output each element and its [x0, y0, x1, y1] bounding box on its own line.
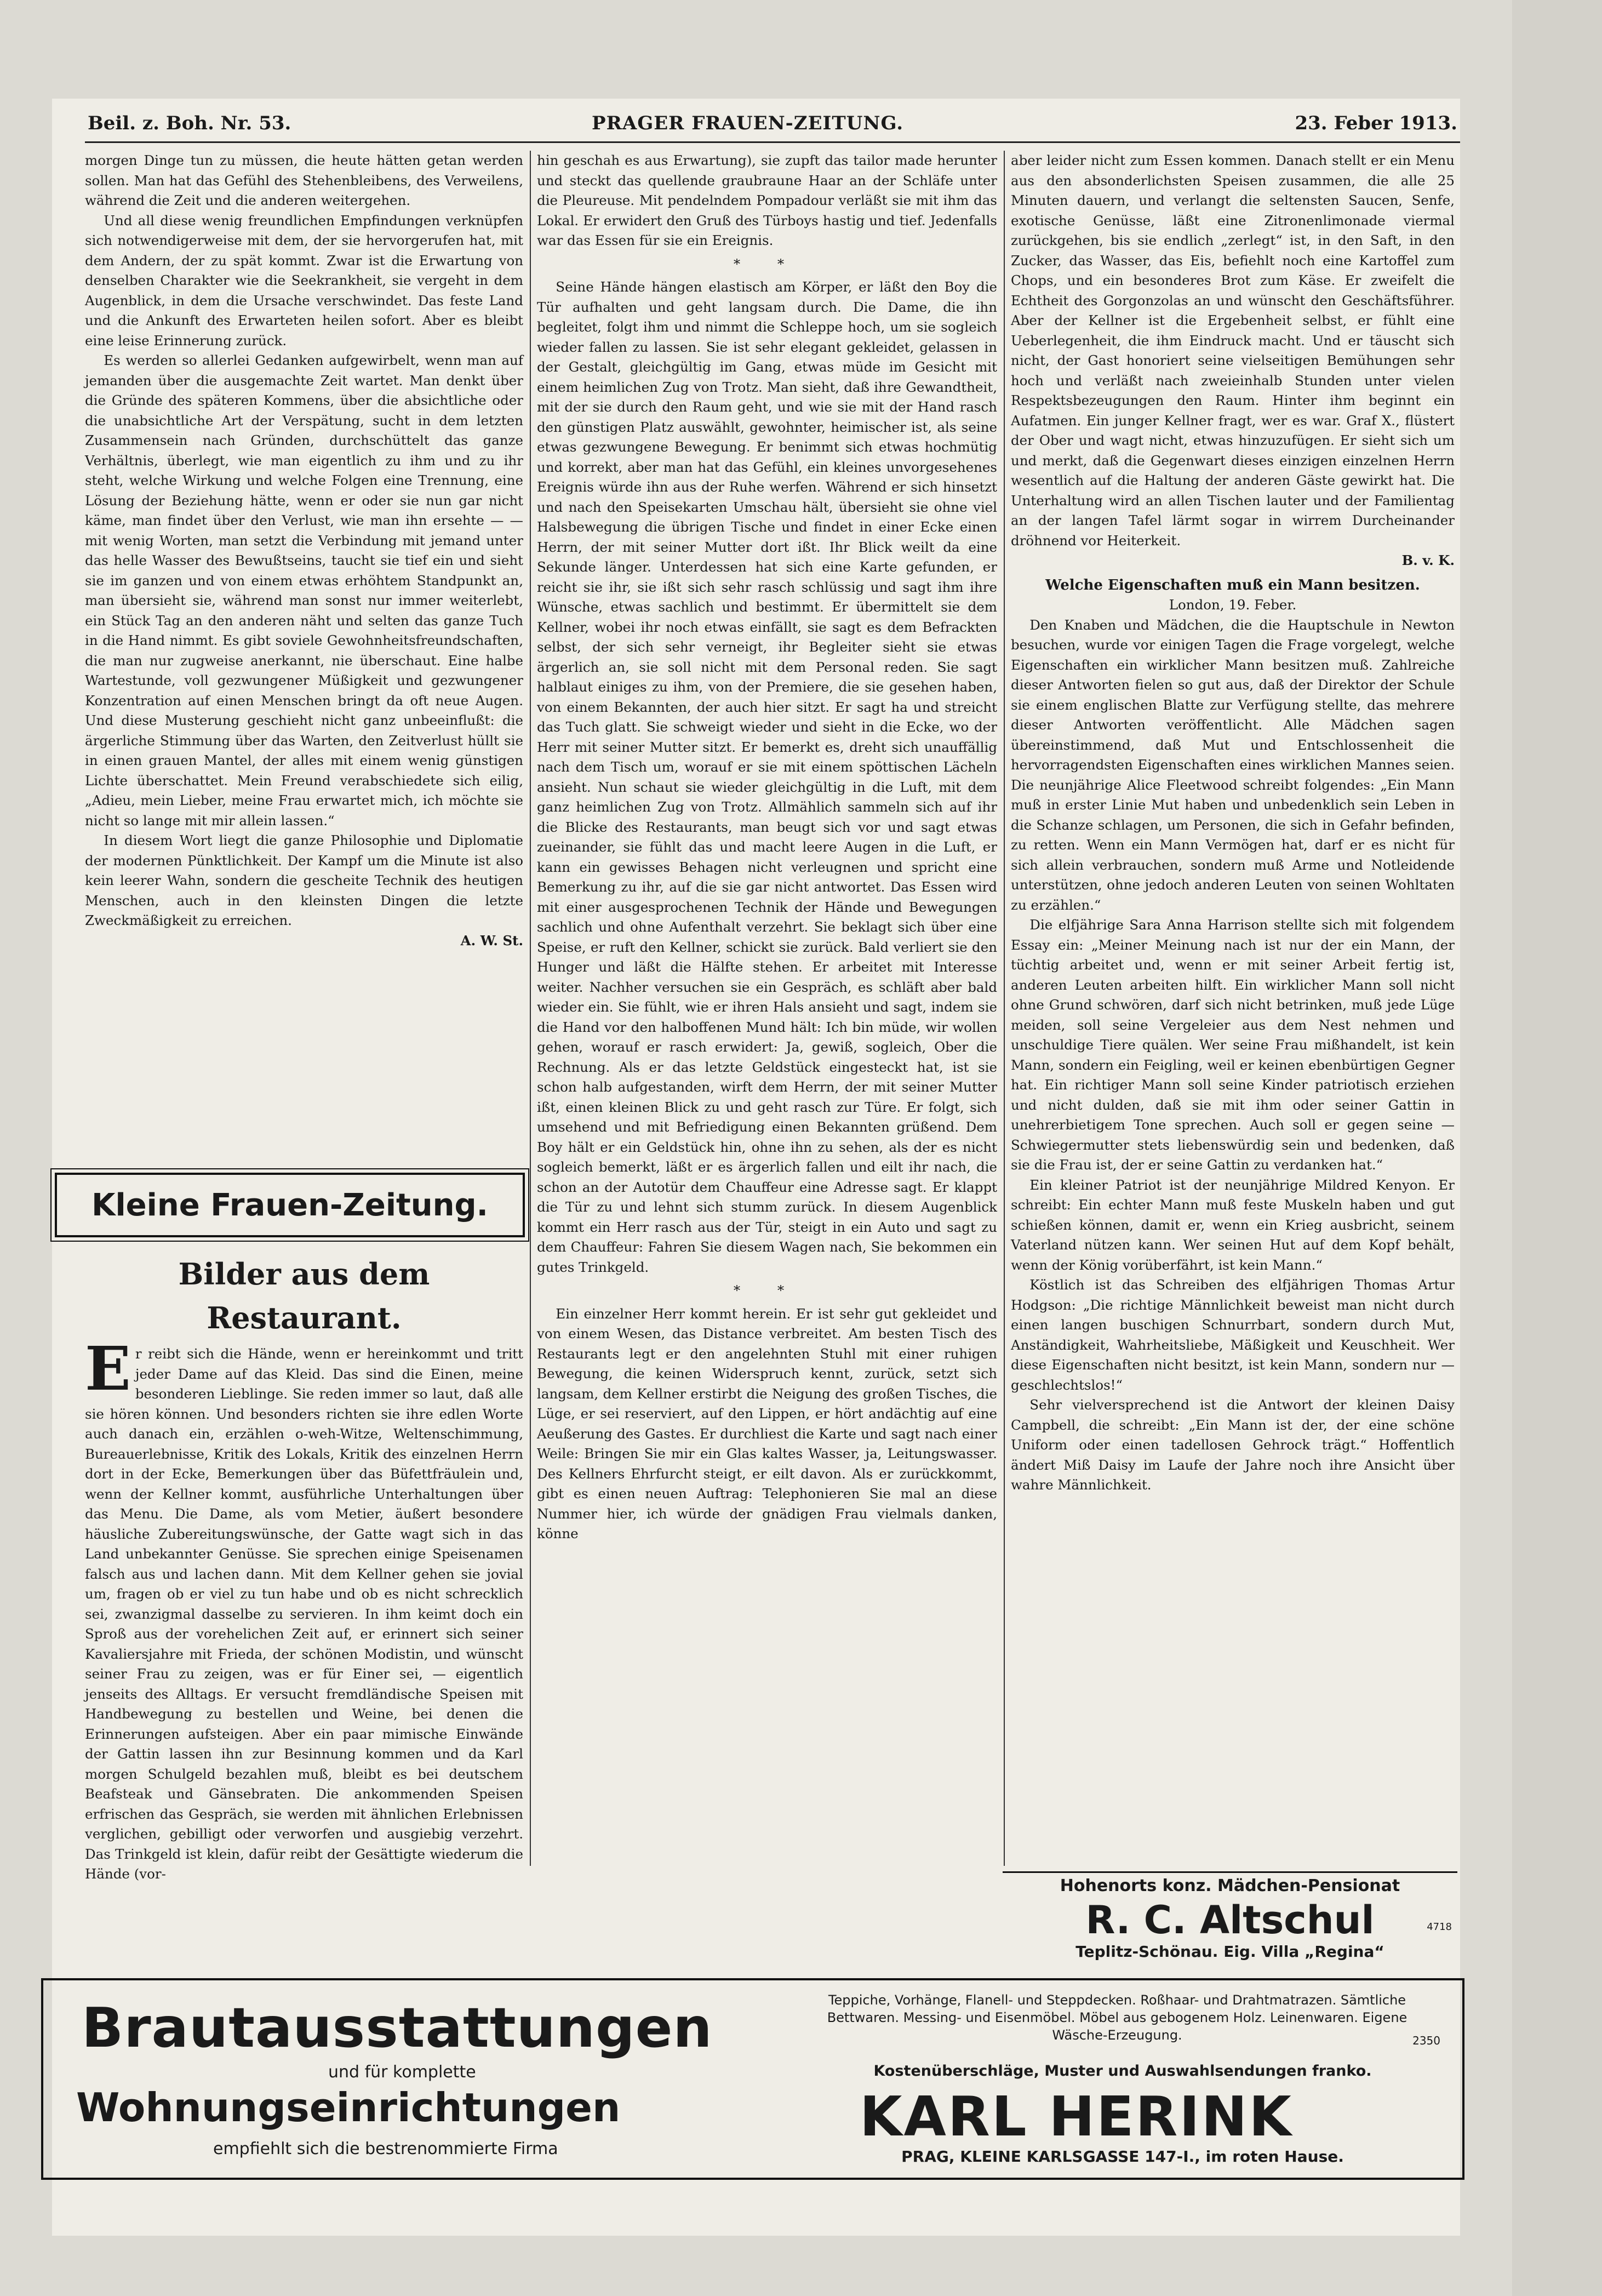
header-masthead: PRAGER FRAUEN-ZEITUNG.: [592, 112, 904, 134]
article-paragraph: morgen Dinge tun zu müssen, die heute hätten getan werden sollen. Man hat das Gefühl des Stehenbleibens, des Verweilens, während die Zeit und die anderen weitergehen.: [85, 152, 523, 208]
ad-address: PRAG, KLEINE KARLSGASSE 147-I., im roten Hause.: [901, 2147, 1344, 2166]
article-paragraph: hin geschah es aus Erwartung), sie zupft das tailor made herunter und steckt das quellende graubraune Haar an der Schläfe unter die Pleureuse. Mit pendelndem Pompadour verläßt sie mit ihm das Lokal. Er erwidert den Gruß des Türboys hastig und tief. Jedenfalls war das Essen für sie ein Ereignis.: [537, 152, 997, 248]
section-divider-stars: * *: [733, 255, 801, 272]
article-signature: B. v. K.: [1401, 552, 1455, 568]
ad-company-name: KARL HERINK: [860, 2084, 1293, 2149]
article-paragraph: aber leider nicht zum Essen kommen. Danach stellt er ein Menu aus den absonderlichsten Speisen zusammen, die alle 25 Minuten dauern, und verlangt die seltensten Saucen, Senfe, exotische Genüsse, läßt eine Zitronenlimonade viermal zurückgehen, bis sie endlich „zerlegt“ ist, in den Saft, in den Zucker, das Wasser, das Eis, befiehlt noch eine Kartoffel zum Chops, und ein besonderes Brot zum Käse. Er zweifelt die Echtheit des Gorgonzolas an und wünscht den Geschäftsführer. Aber der Kellner ist die Ergebenheit selbst, er fühlt eine Ueberlegenheit, die ihm Eindruck macht. Und er täuscht sich nicht, der Gast honoriert seine vielseitigen Bemühungen sehr hoch und verläßt nach zweieinhalb Stunden unter vielen Respektsbezeugungen den Raum. Hinter ihm beginnt ein Aufatmen. Ein junger Kellner fragt, wer es war. Graf X., flüstert der Ober und wagt nicht, etwas hinzuzufügen. Er sieht sich um und merkt, daß die Gegenwart dieses einzigen einzelnen Herrn wesentlich auf die Haltung der anderen Gäste gewirkt hat. Die Unterhaltung wird an allen Tischen lauter und der Familientag an der langen Tafel lärmt sogar in wirrem Durcheinander dröhnend vor Heiterkeit.: [1011, 152, 1455, 549]
article-paragraph: Die elfjährige Sara Anna Harrison stellte sich mit folgendem Essay ein: „Meiner Meinung nach ist nur der ein Mann, der tüchtig arbeitet und, wenn er mit seiner Arbeit fertig ist, anderen Leuten arbeiten hilft. Ein wirklicher Mann soll nicht ohne Grund schwören, darf sich nicht betrinken, muß jede Lüge meiden, soll seine Vergeleier aus dem Nest nehmen und unschuldige Tiere quälen. Wer seine Frau mißhandelt, ist kein Mann, sondern ein Feigling, weil er keinen ebenbürtigen Gegner hat. Ein richtiger Mann soll seine Kinder patriotisch erziehen und nicht dulden, daß sie mit ihm oder seiner Gattin in unehrerbietigem Tone sprechen. Auch soll er gegen seine — Schwiegermutter stets liebenswürdig sein und bedenken, daß sie die Frau ist, der er seine Gattin zu verdanken hat.“: [1011, 917, 1455, 1173]
article-paragraph: Ein einzelner Herr kommt herein. Er ist sehr gut gekleidet und von einem Wesen, das Distance verbreitet. Am besten Tisch des Restaurants legt er den angelehnten Stuhl mit einer ruhigen Bewegung, die keinen Widerspruch kennt, zurück, setzt sich langsam, dem Kellner erstirbt die Neigung des großen Tisches, die Lüge, er sei reserviert, auf den Lippen, er hört andächtig auf eine Aeußerung des Gastes. Er durchliest die Karte und sagt nach einer Weile: Bringen Sie mir ein Glas kaltes Wasser, ja, Leitungswasser. Des Kellners Ehrfurcht steigt, er eilt davon. Als er zurückkommt, gibt es einen neuen Auftrag: Telephonieren Sie mal an diese Nummer hier, ich würde der gnädigen Frau vielmals danken, könne: [537, 1305, 997, 1541]
header-rule: [85, 141, 1460, 143]
article-paragraph: Ein kleiner Patriot ist der neunjährige Mildred Kenyon. Er schreibt: Ein echter Mann muß feste Muskeln haben und gut schießen können, damit er, wenn ein Krieg ausbricht, seinem Vaterland nützen kann. Wer seinen Hut auf dem Kopf behält, wenn der König vorüberfährt, ist kein Mann.“: [1011, 1176, 1455, 1273]
article-dateline: London, 19. Feber.: [1169, 597, 1297, 613]
article-paragraph-text: r reibt sich die Hände, wenn er hereinkommt und tritt jeder Dame auf das Kleid. Das sind die Einen, meine besonderen Lieblinge. Sie reden immer so laut, daß alle sie hören können. Und besonders richten sie ihre edlen Worte auch danach ein, erzählen o-weh-Witze, Weltenschimmung, Bureauerlebnisse, Kritik des Lokals, Kritik des einzelnen Herrn dort in der Ecke, Bemerkungen über das Büfettfräulein und, wenn der Kellner kommt, ausführliche Unterhaltungen über das Menu. Die Dame, als vom Metier, äußert besondere häusliche Zubereitungswünsche, der Gatte wagt sich in das Land unbekannter Genüsse. Sie sprechen einige Speisenamen falsch aus und lachen dann. Mit dem Kellner gehen sie jovial um, fragen ob er viel zu tun habe und ob es nicht schrecklich sei, zwanzigmal dasselbe zu servieren. In ihm keimt doch ein Sproß aus der vorehelichen Zeit auf, er erinnert sich seiner Kavaliersjahre mit Frieda, der schönen Modistin, und wünscht seiner Frau zu zeigen, was er für Einer sei, — eigentlich jenseits des Alltags. Er versucht fremdländische Speisen mit Handbewegung zu bestellen und Weine, bei denen die Erinnerungen aufsteigen. Aber ein paar mimische Einwände der Gattin lassen ihn zur Besinnung kommen und da Karl morgen Schulgeld bezahlen muß, bleibt es bei deutschem Beafsteak und Gänsebraten. Die ankommenden Speisen erfrischen das Gespräch, sie werden mit ähnlichen Erlebnissen verglichen, gebilligt oder verworfen und ausgiebig verzehrt. Das Trinkgeld ist klein, dafür reibt der Gesättigte wiederum die Hände (vor-: [85, 1346, 523, 1882]
advertisement-pensionat: [1003, 1871, 1457, 1966]
article-paragraph: Seine Hände hängen elastisch am Körper, er läßt den Boy die Tür aufhalten und geht langsam durch. Die Dame, die ihn begleitet, folgt ihm und nimmt die Schleppe hoch, um sie sogleich wieder fallen zu lassen. Sie ist sehr elegant gekleidet, gelassen in der Gestalt, gleichgültig im Gang, etwas müde im Gesicht mit einem heimlichen Zug von Trotz. Man sieht, daß ihre Gewandtheit, mit der sie durch den Raum geht, und wie sie mit der Hand rasch den günstigen Platz auswählt, gewohnter, heimischer ist, als seine etwas gezwungene Bewegung. Er benimmt sich etwas hochmütig und korrekt, aber man hat das Gefühl, ein kleines unvorgesehenes Ereignis würde ihn aus der Ruhe werfen. Während er sich hinsetzt und nach den Speisekarten Umschau hält, übersieht sie ohne viel Halsbewegung die übrigen Tische und findet in einer Ecke einen Herrn, der mit seiner Mutter dort ißt. Ihr Blick weilt da eine Sekunde länger. Unterdessen hat sich eine Karte gefunden, er reicht sie ihr, sie ißt sich sehr rasch schlüssig und sagt ihm ihre Wünsche, etwas sachlich und bestimmt. Er übermittelt sie dem Kellner, wobei ihr noch etwas einfällt, sie sagt es dem Befrackten selbst, der sich sehr verneigt, ihr Begleiter sieht sie etwas ärgerlich an, sie soll nicht mit dem Personal reden. Sie sagt halblaut einiges zu ihm, von der Premiere, die sie gesehen haben, von einem Bekannten, der auch hier sitzt. Er sagt ha und streicht das Tuch glatt. Sie schweigt wieder und sieht in die Ecke, wo der Herr mit seiner Mutter sitzt. Er bemerkt es, dreht sich unauffällig nach dem Tisch um, worauf er sie mit einem spöttischen Lächeln ansieht. Nun schaut sie wieder gleichgültig in die Luft, mit dem ganz heimlichen Zug von Trotz. Allmählich sammeln sich auf ihr die Blicke des Restaurants, man beugt sich vor und sagt etwas zueinander, sie fühlt das und macht leere Augen in die Luft, er kann ein gewisses Behagen nicht verleugnen und spricht eine Bemerkung zu ihr, auf die sie gar nicht antwortet. Das Essen wird mit einer ausgesprochenen Technik der Hände und Bewegungen sachlich und ohne Aufenthalt verzehrt. Sie beklagt sich über eine Speise, er ruft den Kellner, schickt sie zurück. Bald verliert sie den Hunger und läßt die Hälfte stehen. Er arbeitet mit Interesse weiter. Nachher versuchen sie ein Gespräch, es schläft aber bald wieder ein. Sie fühlt, wie er ihren Hals ansieht und sagt, indem sie die Hand vor den halboffenen Mund hält: Ich bin müde, wir wollen gehen, worauf er rasch erwidert: Ja, gewiß, sogleich, Ober die Rechnung. Als er das letzte Geldstück eingesteckt hat, ist sie schon halb aufgestanden, wirft dem Herrn, der mit seiner Mutter ißt, einen kleinen Blick zu und geht rasch zur Türe. Er folgt, sich umsehend und mit Befriedigung einen Bekannten grüßend. Dem Boy hält er ein Geldstück hin, ohne ihn zu sehen, als der es nicht sogleich bemerkt, läßt er es ärgerlich fallen und eilt ihr nach, die schon an der Autotür dem Chauffeur eine Adresse sagt. Er klappt die Tür zu und lehnt sich stumm zurück. In diesem Augenblick kommt ein Herr rasch aus der Tür, steigt in ein Auto und sagt zu dem Chauffeur: Fahren Sie diesem Wagen nach, Sie bekommen ein gutes Trinkgeld.: [537, 279, 997, 1275]
ad-product-list: Teppiche, Vorhänge, Flanell- und Steppdecken. Roßhaar- und Drahtmatrazen. Sämtliche Bettwaren. Messing- und Eisenmöbel. Möbel aus gebogenem Holz. Leinenwaren. Eigene Wäsche-Erzeugung.: [827, 1992, 1408, 2043]
header-date: 23. Feber 1913.: [1295, 112, 1457, 134]
restaurant-article: [85, 1252, 523, 1884]
section-title-box: [55, 1173, 525, 1237]
column-rule-2: [1004, 151, 1005, 1866]
advertisement-herink: [41, 1978, 1464, 2180]
article-paragraph: Und all diese wenig freundlichen Empfindungen verknüpfen sich notwendigerweise mit dem, der sie hervorgerufen hat, mit dem Andern, der zu spät kommt. Zwar ist die Erwartung von denselben Charakter wie die Seekrankheit, sie vergeht in dem Augenblick, in dem die Ursache verschwindet. Das feste Land und die Ankunft des Erwarteten heilen sofort. Aber es bleibt eine leise Erinnerung zurück.: [85, 212, 523, 349]
drop-cap: E: [85, 1333, 131, 1404]
column-3: [1011, 151, 1455, 1495]
page-edge-shadow: [1512, 0, 1602, 2296]
article-title: Bilder aus dem Restaurant.: [178, 1256, 430, 1335]
ad-offer: Kostenüberschläge, Muster und Auswahlsendungen franko.: [873, 2063, 1372, 2080]
column-2: [537, 151, 997, 1544]
article-paragraph: Sehr vielversprechend ist die Antwort der kleinen Daisy Campbell, die schreibt: „Ein Mann ist der, der eine schöne Uniform oder einen tadellosen Gehrock trägt.“ Hoffentlich ändert Miß Daisy im Laufe der Jahre noch ihre Ansicht über wahre Männlichkeit.: [1011, 1397, 1455, 1493]
ad-number: 4718: [1427, 1921, 1452, 1933]
page-header: [88, 112, 1457, 145]
ad-line: empfiehlt sich die bestrenommierte Firma: [213, 2139, 558, 2158]
ad-name: R. C. Altschul: [1085, 1898, 1375, 1943]
ad-headline: Brautausstattungen: [82, 1996, 713, 2060]
section-divider-stars: * *: [733, 1282, 801, 1298]
article-paragraph: In diesem Wort liegt die ganze Philosophie und Diplomatie der modernen Pünktlichkeit. Der Kampf um die Minute ist also kein leerer Wahn, sondern die gescheite Technik des heutigen Menschen, auch in den kleinsten Dingen die letzte Zweckmäßigkeit zu erreichen.: [85, 832, 523, 928]
header-issue: Beil. z. Boh. Nr. 53.: [88, 112, 291, 134]
ad-line: Hohenorts konz. Mädchen-Pensionat: [1060, 1876, 1400, 1895]
section-title: Kleine Frauen-Zeitung.: [91, 1187, 488, 1223]
column-rule-1: [530, 151, 531, 1866]
ad-number: 2350: [1412, 2034, 1440, 2047]
article-paragraph: Köstlich ist das Schreiben des elfjährigen Thomas Artur Hodgson: „Die richtige Männlichkeit beweist man nicht durch einen langen buschigen Schnurrbart, sondern durch Mut, Anständigkeit, Wahrheitsliebe, Mäßigkeit und Keuschheit. Wer diese Eigenschaften nicht besitzt, ist kein Mann, sondern nur — geschlechtslos!“: [1011, 1277, 1455, 1393]
article-signature: A. W. St.: [460, 932, 523, 949]
ad-headline-2: Wohnungseinrichtungen: [76, 2084, 621, 2131]
ad-line: und für komplette: [328, 2063, 476, 2082]
column-1: [85, 151, 523, 951]
article-title: Welche Eigenschaften muß ein Mann besitzen.: [1045, 576, 1420, 593]
article-paragraph: [85, 1333, 523, 1884]
ad-address: Teplitz-Schönau. Eig. Villa „Regina“: [1075, 1943, 1384, 1961]
article-paragraph: Es werden so allerlei Gedanken aufgewirbelt, wenn man auf jemanden über die ausgemachte Zeit wartet. Man denkt über die Gründe des späteren Kommens, über die absichtliche oder die unabsichtliche Art der Verspätung, sucht in dem letzten Zusammensein nach Gründen, durchschüttelt das ganze Verhältnis, überlegt, wie man eigentlich zu ihm und zu ihr steht, welche Wirkung und welche Folgen eine Trennung, eine Lösung der Beziehung hätte, wenn er oder sie nun gar nicht käme, man findet über den Verlust, wie man ihn ersehte — — mit wenig Worten, man setzt die Verbindung mit jemand unter das helle Wasser des Bewußtseins, taucht sie tief ein und sieht sie im ganzen und von einem etwas erhöhtem Standpunkt an, man übersieht sie, während man sonst nur immer weiterlebt, ein Stück Tag an den anderen näht und selten das ganze Tuch in die Hand nimmt. Es gibt soviele Gewohnheitsfreundschaften, die man nur zugweise anerkannt, nie überschaut. Eine halbe Wartestunde, voll gezwungener Müßigkeit und gezwungener Konzentration auf einen Menschen bringt da oft neue Augen. Und diese Musterung geschieht nicht ganz unbeeinflußt: die ärgerliche Stimmung über das Warten, den Zeitverlust hüllt sie in einen grauen Mantel, der alles mit einem wenig günstigen Lichte überschattet. Mein Freund verabschiedete sich eilig, „Adieu, mein Lieber, meine Frau erwartet mich, ich möchte sie nicht so lange mit mir allein lassen.“: [85, 352, 523, 829]
article-paragraph: Den Knaben und Mädchen, die die Hauptschule in Newton besuchen, wurde vor einigen Tagen die Frage vorgelegt, welche Eigenschaften ein wirklicher Mann besitzen muß. Zahlreiche dieser Antworten fielen so gut aus, daß der Direktor der Schule sie einem englischen Blatte zur Verfügung stellte, das mehrere dieser Antworten veröffentlicht. Alle Mädchen sagen übereinstimmend, daß Mut und Entschlossenheit die hervorragendsten Eigenschaften eines wirklichen Mannes seien. Die neunjährige Alice Fleetwood schreibt folgendes: „Ein Mann muß in erster Linie Mut haben und unbedenklich sein Leben in die Schanze schlagen, um Personen, die sich in Gefahr befinden, zu retten. Wenn ein Mann Vermögen hat, darf er es nicht für sich allein verbrauchen, sondern muß Arme und Notleidende unterstützen, ohne jedoch anderen Leuten von seinen Wohltaten zu erzählen.“: [1011, 616, 1455, 913]
